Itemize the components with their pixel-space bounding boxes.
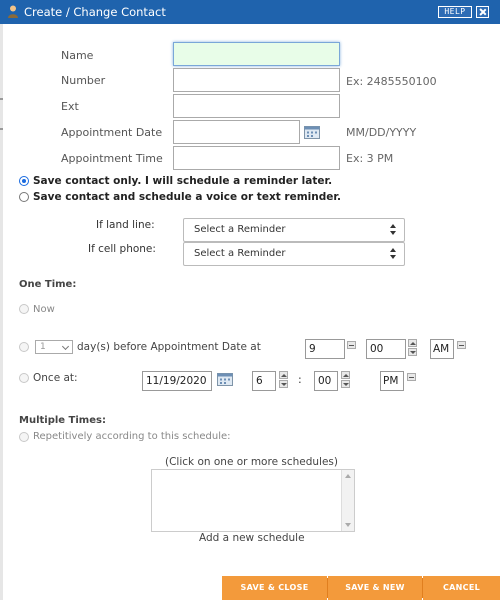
help-button[interactable]: HELP (438, 6, 472, 18)
before-minute-up[interactable] (408, 339, 417, 347)
save-and-schedule-radio[interactable] (19, 192, 29, 202)
save-only-label[interactable]: Save contact only. I will schedule a reminder later. (33, 175, 333, 187)
before-ampm-input[interactable]: AM (430, 339, 454, 359)
schedule-list-scrollbar[interactable] (341, 470, 354, 531)
edge-mark (0, 98, 3, 100)
save-close-button[interactable]: SAVE & CLOSE (222, 576, 327, 600)
ext-input[interactable] (173, 94, 340, 118)
once-hour-down[interactable] (279, 380, 288, 388)
appointment-date-hint: MM/DD/YYYY (346, 126, 417, 139)
calendar-icon[interactable] (217, 372, 233, 386)
days-value: 1 (40, 342, 46, 352)
before-hour-spinner[interactable] (347, 341, 356, 349)
once-at-radio[interactable] (19, 373, 29, 383)
appointment-time-label: Appointment Time (61, 152, 163, 165)
before-hour-input[interactable]: 9 (305, 339, 345, 359)
landline-reminder-value: Select a Reminder (194, 224, 286, 235)
select-arrows-icon (390, 224, 396, 236)
once-minute-input[interactable]: 00 (314, 371, 338, 391)
schedule-list[interactable] (151, 469, 355, 532)
repetitive-label: Repetitively according to this schedule: (33, 431, 231, 442)
save-new-button[interactable]: SAVE & NEW (328, 576, 422, 600)
multiple-times-heading: Multiple Times: (19, 415, 106, 426)
once-at-label: Once at: (33, 372, 78, 384)
select-arrows-icon (390, 248, 396, 260)
before-ampm-spinner[interactable] (457, 341, 466, 349)
landline-reminder-select[interactable] (183, 218, 405, 242)
edge-mark (0, 128, 3, 130)
save-only-radio[interactable] (19, 176, 29, 186)
once-hour-up[interactable] (279, 371, 288, 379)
days-before-label: day(s) before Appointment Date at (77, 341, 261, 353)
once-ampm-input[interactable]: PM (380, 371, 404, 391)
calendar-icon[interactable] (304, 125, 320, 139)
title-bar (0, 0, 500, 24)
schedule-instruction: (Click on one or more schedules) (165, 456, 338, 468)
ext-label: Ext (61, 100, 79, 113)
before-minute-down[interactable] (408, 348, 417, 356)
now-label: Now (33, 304, 55, 315)
number-hint: Ex: 2485550100 (346, 75, 437, 88)
close-button[interactable] (476, 6, 489, 18)
now-radio[interactable] (19, 304, 29, 314)
scroll-down-icon[interactable] (345, 523, 351, 527)
once-hour-input[interactable]: 6 (252, 371, 276, 391)
days-before-radio[interactable] (19, 342, 29, 352)
cancel-button[interactable]: CANCEL (423, 576, 500, 600)
chevron-down-icon (62, 343, 69, 350)
landline-label: If land line: (96, 219, 155, 231)
one-time-heading: One Time: (19, 279, 77, 290)
number-input[interactable] (173, 68, 340, 92)
name-input[interactable] (173, 42, 340, 66)
once-ampm-spinner[interactable] (407, 373, 416, 381)
repetitive-radio[interactable] (19, 432, 29, 442)
cell-reminder-value: Select a Reminder (194, 248, 286, 259)
window-title: Create / Change Contact (24, 5, 166, 19)
add-schedule-link[interactable]: Add a new schedule (199, 532, 305, 544)
save-and-schedule-label[interactable]: Save contact and schedule a voice or text reminder. (33, 191, 342, 203)
once-minute-down[interactable] (341, 380, 350, 388)
appointment-date-input[interactable] (173, 120, 300, 144)
cell-reminder-select[interactable] (183, 242, 405, 266)
scroll-up-icon[interactable] (345, 474, 351, 478)
name-label: Name (61, 49, 94, 62)
appointment-time-input[interactable] (173, 146, 340, 170)
appointment-time-hint: Ex: 3 PM (346, 152, 394, 165)
once-date-input[interactable]: 11/19/2020 (142, 371, 212, 391)
days-select[interactable] (35, 340, 73, 354)
once-minute-up[interactable] (341, 371, 350, 379)
before-minute-input[interactable]: 00 (366, 339, 406, 359)
time-colon: : (298, 373, 302, 386)
appointment-date-label: Appointment Date (61, 126, 163, 139)
cell-label: If cell phone: (88, 243, 156, 255)
window-left-edge (0, 24, 3, 600)
contact-icon (7, 5, 19, 18)
number-label: Number (61, 74, 106, 87)
